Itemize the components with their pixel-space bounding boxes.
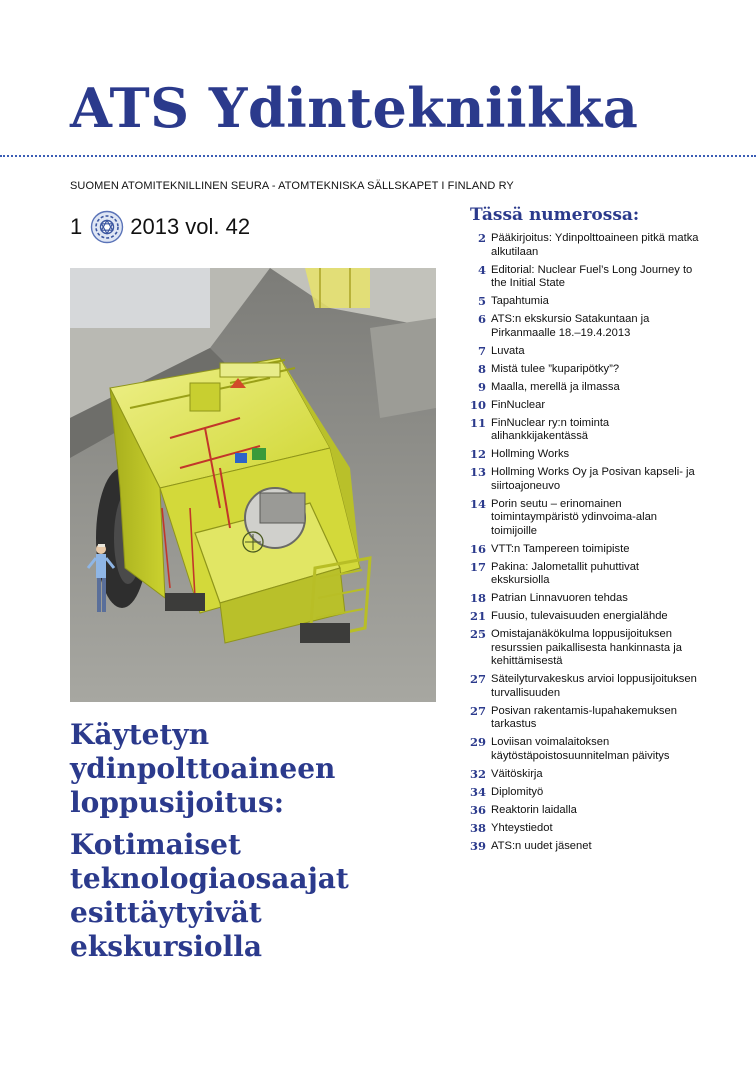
toc-item-title: Tapahtumia [491,295,549,307]
toc-item-title: Loviisan voimalaitoksen käytöstäpoistosuunnitelman päivitys [491,736,670,762]
toc-page-number: 34 [470,784,487,799]
toc-page-number: 6 [477,312,486,326]
toc-item[interactable] [470,363,700,377]
toc-title: Tässä numerossa: [470,205,640,225]
headline-sub: Kotimaiset teknologiaosaajat esittäytyivät ekskursiolla [70,828,349,963]
nuclear-fuel-transfer-vehicle-illustration-icon [70,268,436,702]
toc-page-number: 25 [470,627,487,641]
toc-item[interactable] [470,232,700,259]
toc-page-number: 10 [470,397,487,412]
toc-item-title: ATS:n ekskursio Satakuntaan ja Pirkanmaalle 18.–19.4.2013 [491,313,650,339]
toc-item[interactable] [470,466,700,493]
toc-page-number: 11 [470,415,487,430]
toc-item-title: FinNuclear ry:n toiminta alihankkijakentässä [491,416,610,442]
magazine-title: ATS Ydintekniikka [70,76,639,140]
toc-page-number: 7 [477,343,486,358]
toc-item[interactable] [470,561,700,588]
toc-item-title: Hollming Works [491,448,570,460]
toc-item-title: Patrian Linnavuoren tehdas [491,592,628,604]
toc-item[interactable] [470,543,700,557]
toc-item[interactable] [470,673,700,700]
toc-page-number: 9 [477,379,486,394]
toc-item-title: Omistajanäkökulma loppusijoituksen resurssien paikallisesta hankinnasta ja kehittämisestä [491,628,682,667]
toc-page-number: 5 [477,294,486,308]
toc-page-number: 17 [470,559,487,574]
toc-item[interactable] [470,417,700,444]
toc-page-number: 29 [470,735,487,749]
headline-main: Käytetyn ydinpolttoaineen loppusijoitus: [70,718,336,819]
cover-headline [70,718,440,964]
cover-image [70,268,436,702]
toc-item[interactable] [470,705,700,732]
toc-item[interactable] [470,448,700,462]
toc-item-title: Väitöskirja [491,767,543,780]
toc-item-title: Luvata [491,344,525,357]
toc-page-number: 32 [470,766,487,781]
toc-page-number: 18 [470,591,487,605]
toc-item-title: Posivan rakentamis-lupahakemuksen tarkastus [491,704,677,730]
toc-item-title: FinNuclear [491,398,546,411]
toc-item[interactable] [470,768,700,782]
toc-item[interactable] [470,295,700,309]
toc-item-title: Hollming Works Oy ja Posivan kapseli- ja siirtoajoneuvo [491,466,695,492]
toc-item-title: Mistä tulee ”kuparipötky”? [491,362,620,375]
toc-item[interactable] [470,592,700,606]
toc-page-number: 27 [470,672,487,686]
toc-item-title: Editorial: Nuclear Fuel’s Long Journey to the Initial State [491,263,693,289]
toc-page-number: 8 [477,361,486,376]
toc-item[interactable] [470,313,700,340]
toc-item[interactable] [470,345,700,359]
toc-page-number: 38 [470,820,487,835]
toc-item-title: VTT:n Tampereen toimipiste [491,542,630,555]
toc-item[interactable] [470,628,700,669]
toc-item[interactable] [470,399,700,413]
toc-item-title: Pakina: Jalometallit puhuttivat ekskursiolla [491,560,640,586]
toc-page-number: 14 [470,496,487,511]
ats-atom-logo-icon [90,210,124,244]
toc-item[interactable] [470,264,700,291]
toc-page-number: 16 [470,541,487,556]
toc-item[interactable] [470,786,700,800]
toc-item-title: Fuusio, tulevaisuuden energialähde [491,610,668,622]
toc-item[interactable] [470,498,700,539]
issue-year-volume: 2013 vol. 42 [130,214,251,239]
toc-page-number: 21 [470,609,487,623]
toc-item-title: Porin seutu – erinomainen toimintaympäristö ydinvoima-alan toimijoille [491,497,658,537]
issue-line [70,210,250,244]
table-of-contents [470,232,700,858]
toc-item-title: ATS:n uudet jäsenet [491,839,592,852]
toc-item-title: Yhteystiedot [491,821,553,834]
dotted-divider [0,155,756,157]
toc-page-number: 36 [470,802,487,817]
toc-item-title: Diplomityö [491,785,544,798]
toc-page-number: 2 [477,231,486,245]
toc-item[interactable] [470,840,700,854]
society-name: SUOMEN ATOMITEKNILLINEN SEURA - ATOMTEKNISKA SÄLLSKAPET I FINLAND RY [70,180,514,192]
toc-item[interactable] [470,822,700,836]
toc-page-number: 4 [477,262,486,277]
issue-number: 1 [70,214,83,239]
toc-item[interactable] [470,804,700,818]
toc-item[interactable] [470,610,700,624]
toc-page-number: 39 [470,838,487,853]
toc-page-number: 13 [470,465,487,479]
toc-item-title: Säteilyturvakeskus arvioi loppusijoituksen turvallisuuden [491,673,697,699]
toc-item-title: Pääkirjoitus: Ydinpolttoaineen pitkä matka alkutilaan [491,232,699,258]
toc-item-title: Reaktorin laidalla [491,803,577,816]
toc-page-number: 12 [470,447,487,461]
toc-item[interactable] [470,736,700,763]
toc-item[interactable] [470,381,700,395]
toc-page-number: 27 [470,703,487,718]
toc-item-title: Maalla, merellä ja ilmassa [491,380,620,393]
